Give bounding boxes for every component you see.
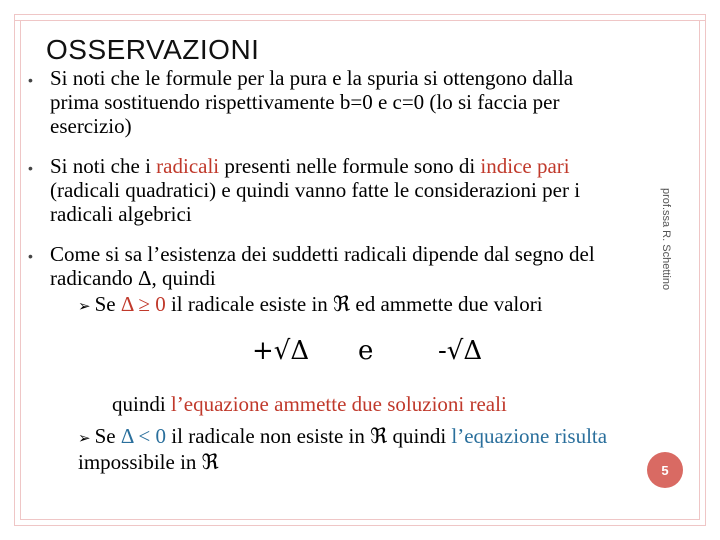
slide-title: OSSERVAZIONI [46,34,260,65]
formula-and: e [358,336,374,366]
bullet-1-line-3: esercizio) [50,114,132,138]
highlight-indice-pari: indice pari [480,154,570,178]
highlight-equazione-risulta: l’equazione risulta [451,424,608,448]
page-number-badge: 5 [647,452,683,488]
bullet-1-line-1: Si noti che le formule per la pura e la spuria si ottengono dalla [50,66,574,90]
frame-line [20,20,21,520]
frame-line [14,20,706,21]
highlight-radicali: radicali [156,154,220,178]
highlight-delta-condition: Δ ≥ 0 [120,292,166,316]
sub-bullet-2-line-2: impossibile in ℜ [78,450,219,474]
text-span: presenti nelle formule sono di [219,154,481,178]
frame-line [699,20,700,520]
frame-line [20,519,700,520]
highlight-delta-negative: Δ < 0 [120,424,167,448]
bullet-3-line-1: Come si sa l’esistenza dei suddetti radicali dipende dal segno del [50,242,595,266]
bullet-2-line-1 [50,154,570,178]
highlight-soluzioni-reali: l’equazione ammette due soluzioni reali [170,392,507,416]
text-span: Si noti che i [50,154,157,178]
frame-line [14,525,706,526]
arrow-bullet-icon: ➢ [78,429,91,447]
arrow-bullet-icon: ➢ [78,297,91,315]
frame-line [14,14,15,526]
author-credit: prof.ssa R. Schettino [660,188,672,291]
formula-plus-root: +√Δ [252,336,310,366]
bullet-2-line-3: radicali algebrici [50,202,192,226]
text-span: Se [94,292,121,316]
bullet-dot: • [28,72,33,88]
text-span: il radicale esiste in ℜ ed ammette due valori [165,292,543,316]
bullet-dot: • [28,160,33,176]
bullet-2-line-2: (radicali quadratici) e quindi vanno fatte le considerazioni per i [50,178,581,202]
formula-minus-root: -√Δ [438,336,483,366]
frame-line [14,14,706,15]
bullet-1-line-2: prima sostituendo rispettivamente b=0 e c=0 (lo si faccia per [50,90,560,114]
quindi-line [112,392,507,416]
sub-bullet-2 [78,424,607,450]
bullet-dot: • [28,248,33,264]
frame-line [705,14,706,526]
text-span: il radicale non esiste in ℜ quindi [166,424,452,448]
bullet-3-line-2: radicando Δ, quindi [50,266,216,290]
text-span: Se [94,424,121,448]
sub-bullet-1 [78,292,543,318]
text-span: quindi [112,392,171,416]
